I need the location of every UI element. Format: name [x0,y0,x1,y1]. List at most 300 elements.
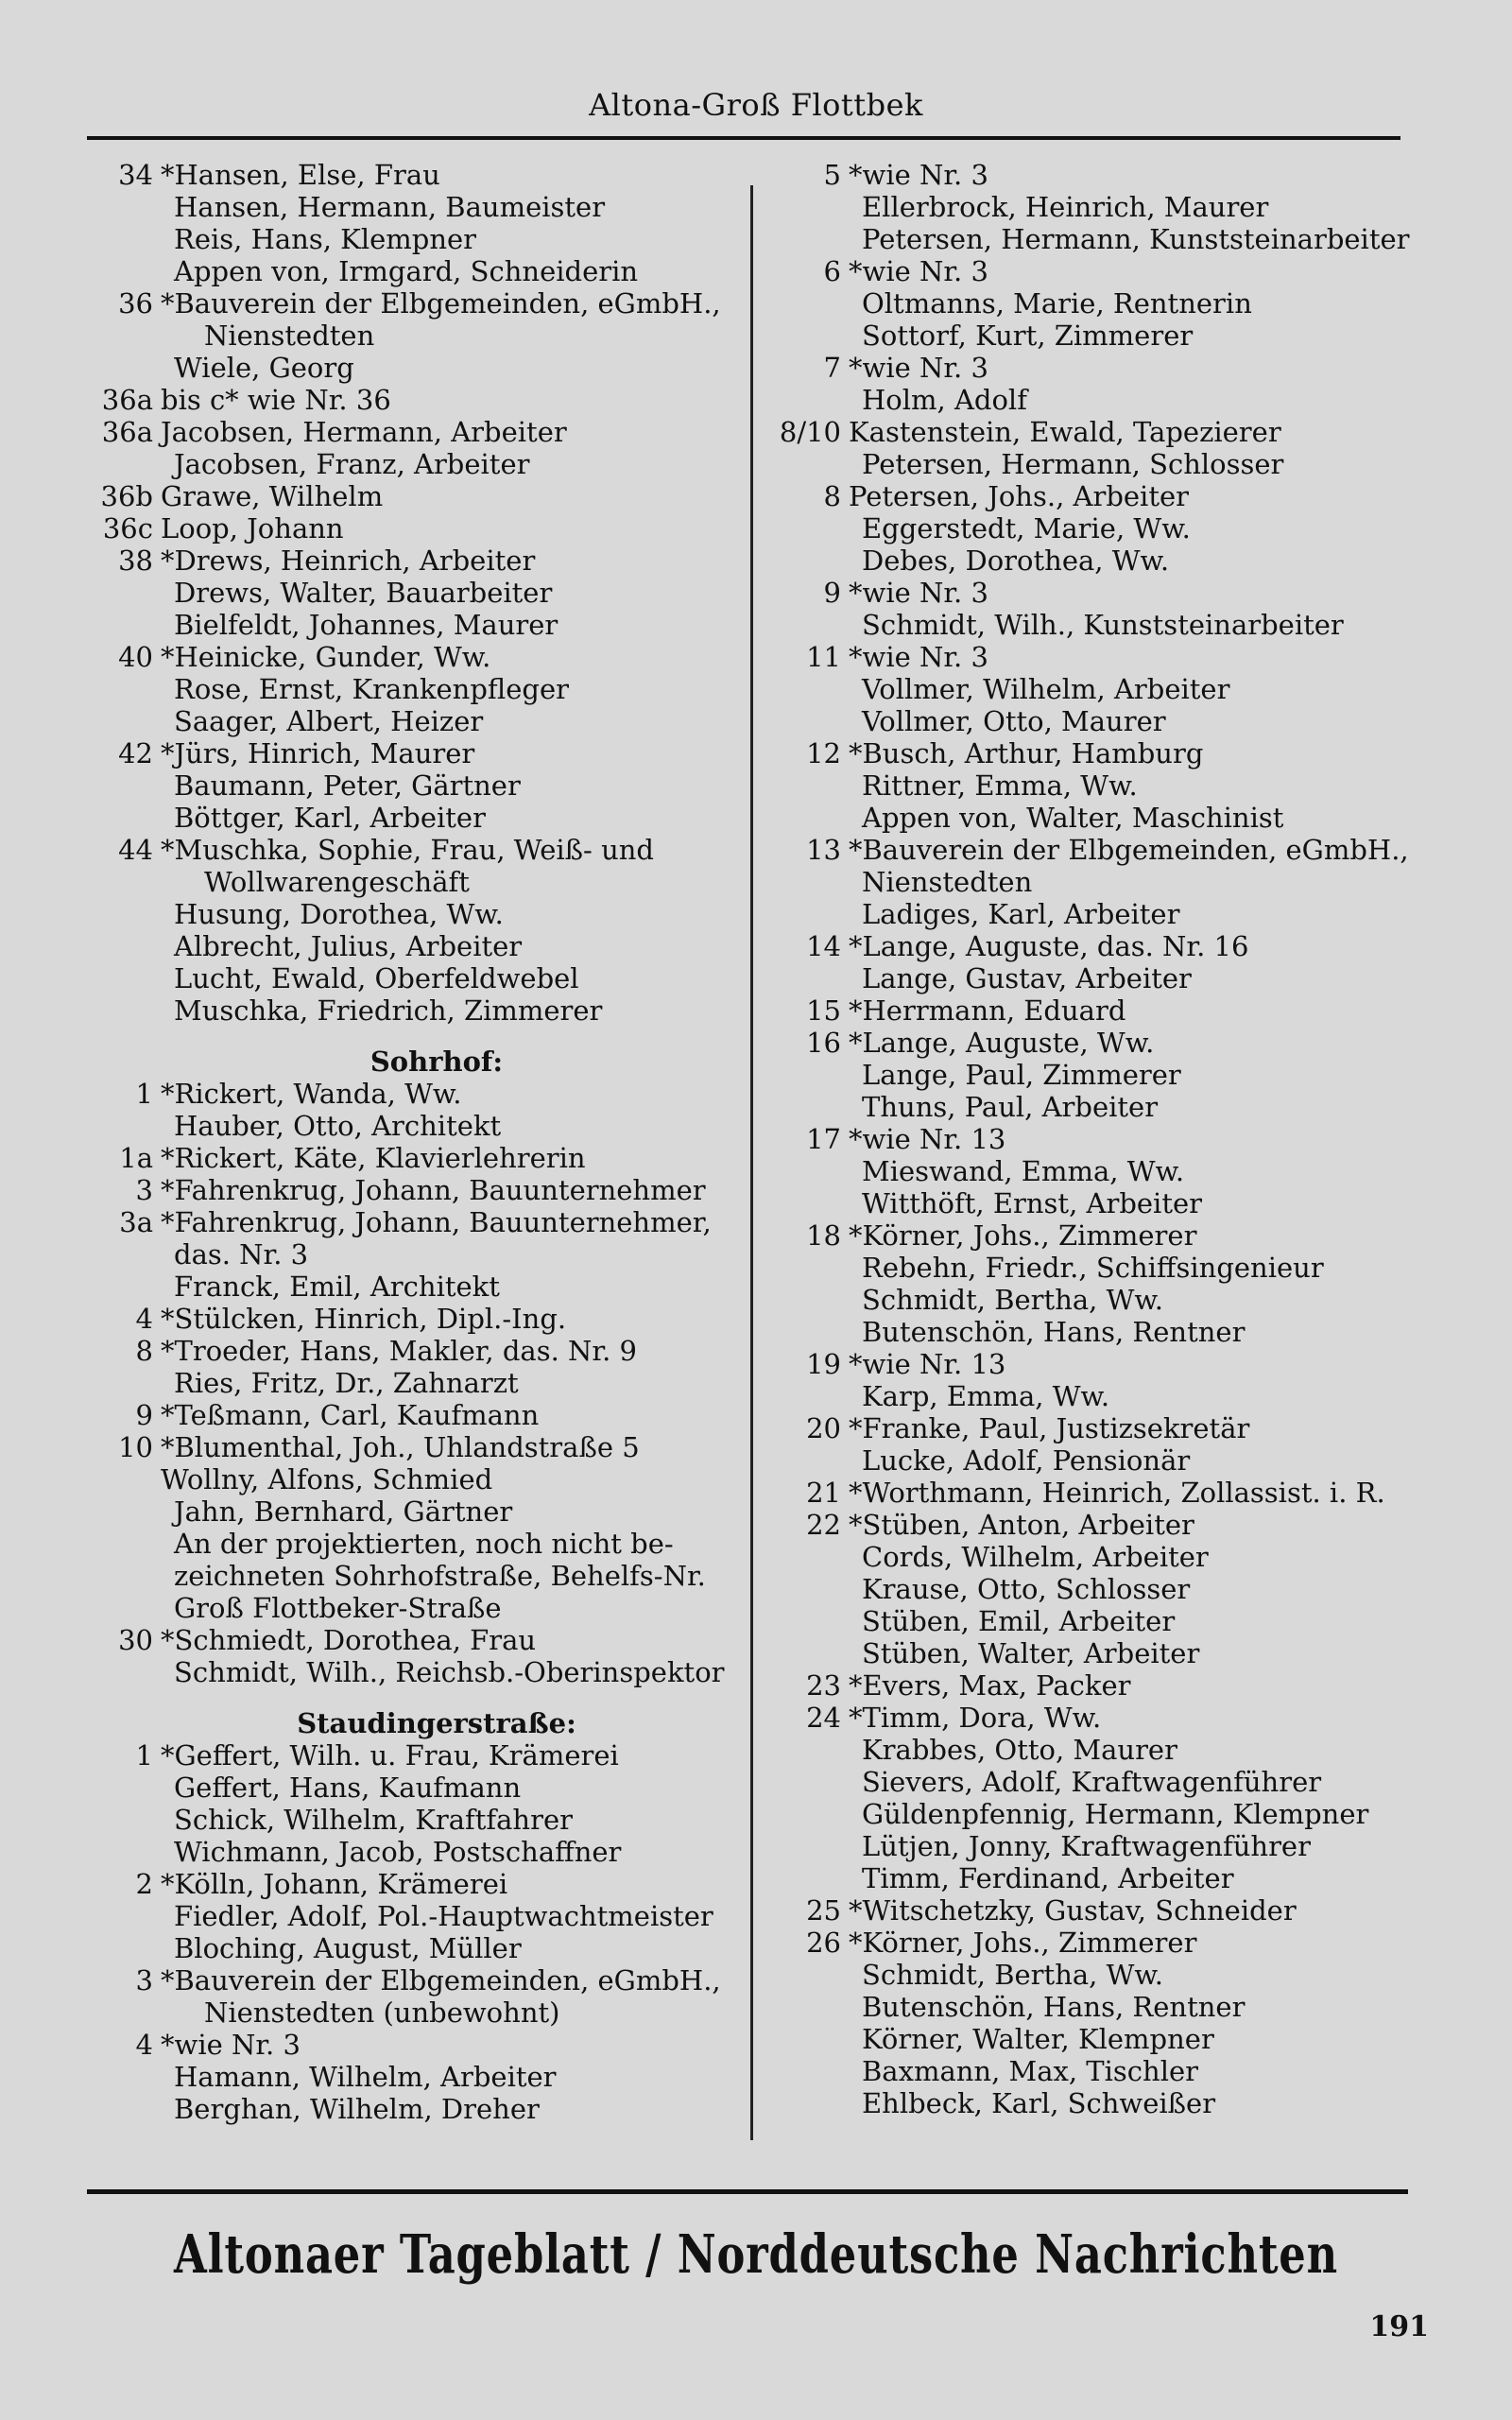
directory-entry [87,1463,748,1495]
resident-text: Debes, Dorothea, Ww. [862,544,1170,577]
directory-entry [87,2093,748,2125]
house-number [87,609,161,641]
house-number [87,255,161,287]
house-number [87,1463,161,1495]
house-number: 1a [119,1142,153,1174]
house-number [762,1637,849,1669]
directory-entry [87,1303,748,1335]
resident-text: *wie Nr. 3 [161,2029,301,2061]
house-number: 36b [100,480,153,512]
resident-text: *wie Nr. 13 [849,1123,1006,1155]
resident-text: Nienstedten [862,866,1033,898]
house-number [762,1573,849,1605]
resident-text: *Drews, Heinrich, Arbeiter [161,544,536,577]
directory-entry [762,1573,1480,1605]
resident-text: *Witschetzky, Gustav, Schneider [849,1894,1297,1927]
house-number [87,1836,161,1868]
directory-entry [762,512,1480,544]
directory-entry [87,1868,748,1900]
resident-text: *Bauverein der Elbgemeinden, eGmbH., [161,287,721,320]
resident-text: Lange, Gustav, Arbeiter [862,962,1192,994]
directory-entry [762,1348,1480,1380]
resident-text: *Lange, Auguste, Ww. [849,1027,1155,1059]
resident-text: Berghan, Wilhelm, Dreher [174,2093,540,2125]
resident-text: Drews, Walter, Bauarbeiter [174,577,553,609]
resident-text: Reis, Hans, Klempner [174,223,477,255]
resident-text: Saager, Albert, Heizer [174,705,484,737]
resident-text: Lucke, Adolf, Pensionär [862,1444,1191,1477]
directory-entry [762,609,1480,641]
resident-text: Schmidt, Bertha, Ww. [862,1284,1164,1316]
resident-text: Oltmanns, Marie, Rentnerin [862,287,1252,320]
directory-entry [87,834,748,866]
directory-entry [762,1027,1480,1059]
resident-text: Eggerstedt, Marie, Ww. [862,512,1191,544]
directory-entry [762,1734,1480,1766]
resident-text: An der projektierten, noch nicht be- [174,1528,674,1560]
house-number [87,1900,161,1932]
resident-text: Franck, Emil, Architekt [174,1270,500,1303]
directory-entry [762,384,1480,416]
house-number [762,1155,849,1187]
house-number [87,1932,161,1964]
house-number: 25 [806,1894,841,1927]
directory-entry [87,769,748,802]
resident-text: Witthöft, Ernst, Arbeiter [862,1187,1203,1219]
house-number [762,1284,849,1316]
directory-entry [87,609,748,641]
resident-text: *Fahrenkrug, Johann, Bauunternehmer, [161,1206,712,1238]
resident-text: *Stüben, Anton, Arbeiter [849,1509,1194,1541]
house-number [87,802,161,834]
house-number [762,448,849,480]
house-number [762,1605,849,1637]
resident-text: Petersen, Hermann, Schlosser [862,448,1284,480]
resident-text: Mieswand, Emma, Ww. [862,1155,1185,1187]
resident-text: *Körner, Johs., Zimmerer [849,1219,1197,1252]
directory-entry [87,1804,748,1836]
directory-entry [87,287,748,320]
house-number [87,1592,161,1624]
directory-entry [87,962,748,994]
house-number [87,898,161,930]
resident-text: Bielfeldt, Johannes, Maurer [174,609,558,641]
house-number: 1 [135,1739,153,1772]
directory-entry [762,705,1480,737]
resident-text: *wie Nr. 3 [849,641,988,673]
resident-text: Jacobsen, Franz, Arbeiter [174,448,530,480]
resident-text: Petersen, Hermann, Kunststeinarbeiter [862,223,1410,255]
directory-entry [762,769,1480,802]
directory-entry [87,352,748,384]
house-number: 23 [806,1669,841,1702]
house-number [87,1495,161,1528]
house-number [762,384,849,416]
house-number: 19 [806,1348,841,1380]
footer-rule [87,2189,1408,2194]
directory-entry [87,1206,748,1238]
resident-text: *Geffert, Wilh. u. Frau, Krämerei [161,1739,619,1772]
house-number [87,705,161,737]
house-number [762,2087,849,2119]
directory-entry [87,1772,748,1804]
directory-entry [762,1959,1480,1991]
resident-text: Nienstedten (unbewohnt) [204,1996,560,2029]
directory-entry [87,1739,748,1772]
directory-entry [762,191,1480,223]
resident-text: *Bauverein der Elbgemeinden, eGmbH., [849,834,1409,866]
resident-text: Hansen, Hermann, Baumeister [174,191,606,223]
resident-text: Petersen, Johs., Arbeiter [849,480,1189,512]
house-number: 36a [101,384,153,416]
directory-entry [762,930,1480,962]
house-number: 5 [823,159,841,191]
house-number [87,223,161,255]
house-number [762,1541,849,1573]
resident-text: Nienstedten [204,320,375,352]
resident-text: Lange, Paul, Zimmerer [862,1059,1181,1091]
house-number [762,1252,849,1284]
resident-text: *wie Nr. 3 [849,159,988,191]
resident-text: *Teßmann, Carl, Kaufmann [161,1399,540,1431]
directory-entry [87,1592,748,1624]
house-number: 2 [135,1868,153,1900]
house-number [762,609,849,641]
resident-text: Appen von, Walter, Maschinist [862,802,1284,834]
house-number [762,705,849,737]
directory-entry [87,673,748,705]
directory-entry [762,320,1480,352]
house-number [762,1798,849,1830]
directory-entry [762,1541,1480,1573]
resident-text: Stüben, Emil, Arbeiter [862,1605,1176,1637]
house-number [762,673,849,705]
directory-entry [87,191,748,223]
resident-text: *Hansen, Else, Frau [161,159,440,191]
directory-entry [87,2029,748,2061]
house-number: 9 [135,1399,153,1431]
resident-text: Hamann, Wilhelm, Arbeiter [174,2061,557,2093]
house-number [87,962,161,994]
directory-entry [762,1091,1480,1123]
resident-text: Cords, Wilhelm, Arbeiter [862,1541,1209,1573]
house-number: 7 [823,352,841,384]
directory-entry [762,673,1480,705]
house-number: 1 [135,1078,153,1110]
resident-text: *Busch, Arthur, Hamburg [849,737,1204,769]
house-number [762,1187,849,1219]
directory-entry [87,1142,748,1174]
resident-text: Sievers, Adolf, Kraftwagenführer [862,1766,1322,1798]
house-number [87,577,161,609]
house-number [87,1772,161,1804]
directory-entry [87,1399,748,1431]
house-number: 4 [135,1303,153,1335]
resident-text: Vollmer, Wilhelm, Arbeiter [862,673,1230,705]
house-number [762,2055,849,2087]
resident-text: *Franke, Paul, Justizsekretär [849,1412,1250,1444]
house-number: 36 [118,287,153,320]
resident-text: Schmidt, Wilh., Kunststeinarbeiter [862,609,1344,641]
directory-entry [87,1656,748,1688]
house-number: 11 [806,641,841,673]
directory-entry [762,962,1480,994]
house-number [87,1560,161,1592]
directory-entry [87,512,748,544]
house-number: 15 [806,994,841,1027]
resident-text: Grawe, Wilhelm [161,480,384,512]
house-number [762,320,849,352]
resident-text: Ehlbeck, Karl, Schweißer [862,2087,1216,2119]
resident-text: Körner, Walter, Klempner [862,2023,1214,2055]
house-number: 34 [118,159,153,191]
column-divider [750,185,753,2140]
header-rule [87,136,1400,140]
house-number: 21 [806,1477,841,1509]
house-number [762,1830,849,1862]
resident-text: Schmidt, Wilh., Reichsb.-Oberinspektor [174,1656,725,1688]
resident-text: Appen von, Irmgard, Schneiderin [174,255,639,287]
house-number: 38 [118,544,153,577]
resident-text: *Evers, Max, Packer [849,1669,1131,1702]
resident-text: *Jürs, Hinrich, Maurer [161,737,475,769]
resident-text: Ellerbrock, Heinrich, Maurer [862,191,1269,223]
directory-entry [87,1174,748,1206]
resident-text: Butenschön, Hans, Rentner [862,1991,1246,2023]
directory-entry [87,1932,748,1964]
house-number [87,1367,161,1399]
house-number [762,1734,849,1766]
directory-entry [762,1316,1480,1348]
house-number [762,962,849,994]
house-number: 24 [806,1702,841,1734]
directory-entry [762,994,1480,1027]
house-number [762,898,849,930]
resident-text: bis c* wie Nr. 36 [161,384,391,416]
house-number [87,673,161,705]
resident-text: Lütjen, Jonny, Kraftwagenführer [862,1830,1311,1862]
directory-entry [762,1637,1480,1669]
resident-text: *Rickert, Wanda, Ww. [161,1078,462,1110]
resident-text: *Muschka, Sophie, Frau, Weiß- und [161,834,654,866]
directory-entry [762,1059,1480,1091]
resident-text: Vollmer, Otto, Maurer [862,705,1166,737]
resident-text: *Timm, Dora, Ww. [849,1702,1102,1734]
directory-entry [762,1380,1480,1412]
resident-text: Ries, Fritz, Dr., Zahnarzt [174,1367,519,1399]
resident-text: Thuns, Paul, Arbeiter [862,1091,1159,1123]
resident-text: Güldenpfennig, Hermann, Klempner [862,1798,1369,1830]
house-number: 3 [135,1964,153,1996]
resident-text: Jacobsen, Hermann, Arbeiter [161,416,567,448]
directory-entry [87,544,748,577]
resident-text: Schmidt, Bertha, Ww. [862,1959,1164,1991]
directory-entry [87,1078,748,1110]
resident-text: *Troeder, Hans, Makler, das. Nr. 9 [161,1335,637,1367]
directory-entry [762,159,1480,191]
street-heading: Sohrhof: [369,1046,504,1078]
directory-entry [87,1900,748,1932]
resident-text: Jahn, Bernhard, Gärtner [174,1495,513,1528]
resident-text: Hauber, Otto, Architekt [174,1110,502,1142]
directory-entry [87,866,748,898]
directory-entry [87,1836,748,1868]
resident-text: Bloching, August, Müller [174,1932,522,1964]
directory-entry [762,737,1480,769]
resident-text: *wie Nr. 13 [849,1348,1006,1380]
resident-text: Groß Flottbeker-Straße [174,1592,502,1624]
house-number [762,512,849,544]
directory-entry [762,1605,1480,1637]
directory-entry [762,1477,1480,1509]
house-number [87,1270,161,1303]
directory-entry [762,1219,1480,1252]
resident-text: Kastenstein, Ewald, Tapezierer [849,416,1281,448]
resident-text: Stüben, Walter, Arbeiter [862,1637,1200,1669]
resident-text: Timm, Ferdinand, Arbeiter [862,1862,1234,1894]
directory-entry [762,255,1480,287]
section-spacer [87,1027,748,1046]
resident-text: Baxmann, Max, Tischler [862,2055,1199,2087]
house-number: 26 [806,1927,841,1959]
house-number [762,1316,849,1348]
resident-text: *Worthmann, Heinrich, Zollassist. i. R. [849,1477,1385,1509]
resident-text: Albrecht, Julius, Arbeiter [174,930,523,962]
directory-entry [87,802,748,834]
resident-text: Muschka, Friedrich, Zimmerer [174,994,603,1027]
house-number: 4 [135,2029,153,2061]
house-number [762,1862,849,1894]
directory-entry [762,1862,1480,1894]
house-number [87,994,161,1027]
directory-entry [762,1702,1480,1734]
page-header: Altona-Groß Flottbek [589,87,923,123]
directory-entry [87,1624,748,1656]
resident-text: *Fahrenkrug, Johann, Bauunternehmer [161,1174,706,1206]
resident-text: Rebehn, Friedr., Schiffsingenieur [862,1252,1324,1284]
directory-entry [762,802,1480,834]
directory-entry [762,866,1480,898]
directory-entry [87,1238,748,1270]
house-number: 14 [806,930,841,962]
house-number: 8/10 [779,416,841,448]
house-number: 10 [118,1431,153,1463]
resident-text: Karp, Emma, Ww. [862,1380,1110,1412]
resident-text: Loop, Johann [161,512,344,544]
directory-entry [762,834,1480,866]
house-number: 8 [823,480,841,512]
house-number [87,1238,161,1270]
house-number [762,1959,849,1991]
directory-entry [762,448,1480,480]
directory-entry [87,1996,748,2029]
house-number [762,1444,849,1477]
resident-text: *Schmiedt, Dorothea, Frau [161,1624,537,1656]
directory-entry [87,577,748,609]
house-number [762,191,849,223]
directory-entry [87,1270,748,1303]
house-number: 42 [118,737,153,769]
house-number: 12 [806,737,841,769]
house-number: 36c [102,512,153,544]
house-number [87,2061,161,2093]
house-number: 13 [806,834,841,866]
resident-text: Holm, Adolf [862,384,1027,416]
directory-entry [762,416,1480,448]
directory-entry [87,1110,748,1142]
resident-text: Ladiges, Karl, Arbeiter [862,898,1180,930]
house-number [87,1996,161,2029]
resident-text: Sottorf, Kurt, Zimmerer [862,320,1194,352]
directory-entry [762,352,1480,384]
house-number [762,1766,849,1798]
directory-entry [87,320,748,352]
resident-text: Butenschön, Hans, Rentner [862,1316,1246,1348]
house-number: 18 [806,1219,841,1252]
house-number [762,223,849,255]
directory-entry [762,287,1480,320]
resident-text: *wie Nr. 3 [849,577,988,609]
directory-entry [762,1444,1480,1477]
house-number [87,191,161,223]
house-number [762,802,849,834]
house-number [762,1059,849,1091]
resident-text: *Körner, Johs., Zimmerer [849,1927,1197,1959]
directory-entry [87,1431,748,1463]
house-number [87,1656,161,1688]
directory-entry [762,1894,1480,1927]
resident-text: *Kölln, Johann, Krämerei [161,1868,508,1900]
directory-entry [87,416,748,448]
house-number [87,1110,161,1142]
directory-entry [87,705,748,737]
resident-text: Böttger, Karl, Arbeiter [174,802,486,834]
house-number [762,544,849,577]
house-number [87,1528,161,1560]
resident-text: *Rickert, Käte, Klavierlehrerin [161,1142,586,1174]
house-number [87,2093,161,2125]
directory-entry [762,1509,1480,1541]
directory-entry [762,1798,1480,1830]
right-column [762,159,1480,2119]
footer-title: Altonaer Tageblatt / Norddeutsche Nachrichten [174,2223,1338,2286]
directory-entry [87,2061,748,2093]
house-number: 22 [806,1509,841,1541]
house-number: 3a [119,1206,153,1238]
directory-entry [762,544,1480,577]
resident-text: Baumann, Peter, Gärtner [174,769,521,802]
page-number: 191 [1369,2310,1429,2343]
directory-entry [87,255,748,287]
resident-text: Wollny, Alfons, Schmied [161,1463,493,1495]
house-number: 9 [823,577,841,609]
resident-text: Krause, Otto, Schlosser [862,1573,1191,1605]
house-number [87,320,161,352]
directory-entry [762,898,1480,930]
directory-entry [762,641,1480,673]
resident-text: Fiedler, Adolf, Pol.-Hauptwachtmeister [174,1900,713,1932]
house-number [762,1091,849,1123]
directory-entry [762,1155,1480,1187]
directory-entry [762,1252,1480,1284]
house-number: 17 [806,1123,841,1155]
directory-entry [87,1964,748,1996]
directory-entry [87,448,748,480]
directory-entry [762,1830,1480,1862]
directory-entry [762,577,1480,609]
directory-entry [762,1187,1480,1219]
directory-entry [87,898,748,930]
